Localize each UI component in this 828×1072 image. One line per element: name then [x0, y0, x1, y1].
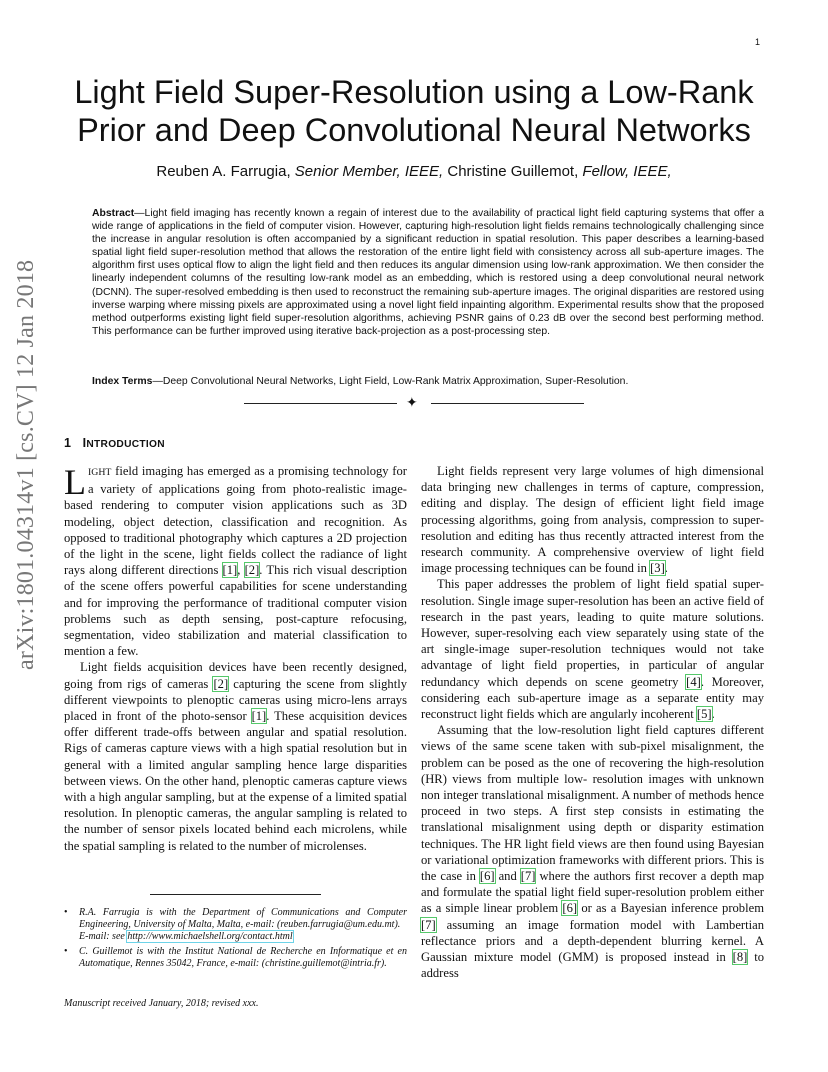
text-run: Light fields represent very large volumes of high dimensional data bringing new challenges in terms of capture, compression, editing and display. The design of efficient light field image processing algorithms, going from analysis, compression to super-resolution and editing has thus recently attracted interest from the research community. A comprehensive overview of light field image processing techniques can be found in [421, 464, 764, 576]
footnotes [64, 907, 407, 972]
footnote-item [64, 907, 407, 944]
citation-link[interactable]: [6] [479, 869, 495, 884]
citation-link[interactable]: [8] [732, 950, 748, 965]
text-run: Assuming that the low-resolution light field captures different views of the same scene taken with sub-pixel misalignment, the problem can be posed as the one of recovering the high-resolution (HR) views from multiple low- resolution images with unknown non integer translational misalignment. A number of methods hence proceed in two steps. A first step consists in estimating the translational misalignment using depth or disparity estimation techniques. The HR light field views are then found using Bayesian or variational optimization frameworks with different priors. This is the case in [421, 723, 764, 884]
footnote-text: R.A. Farrugia is with the Department of Communications and Computer Engineering, University of Malta, Malta, e-mail: (reuben.farrugia@um.edu.mt). [79, 907, 407, 931]
right-column [421, 463, 764, 982]
paragraph [64, 659, 407, 853]
title-line-2: Prior and Deep Convolutional Neural Networks [77, 112, 751, 148]
paragraph [64, 463, 407, 659]
text-run: or as a Bayesian inference problem [577, 901, 764, 916]
citation-link[interactable]: [7] [520, 869, 536, 884]
drop-cap: L [64, 462, 86, 502]
section-title-rest: NTRODUCTION [86, 439, 165, 450]
separator-line-right [431, 403, 584, 404]
paragraph [421, 576, 764, 722]
index-terms-text: —Deep Convolutional Neural Networks, Light Field, Low-Rank Matrix Approximation, Super-Resolution. [152, 376, 629, 387]
citation-link[interactable]: [6] [562, 901, 578, 916]
footnote-text: E-mail: see [79, 931, 128, 943]
text-run: . These acquisition devices offer different trade-offs between angular and spatial resolution. Rigs of cameras capture views with a high spatial resolution but in general with a limited angular sampling hence large disparities between views. On the other hand, plenoptic cameras capture views with a high angular sampling, but at the expense of a limited spatial resolution. In plenoptic cameras, the angular sampling is related to the number of sensor pixels located behind each microlens, while the spatial sampling is related to the number of microlenses. [64, 709, 408, 853]
section-number: 1 [64, 436, 72, 450]
section-title-first: I [82, 436, 87, 450]
citation-link[interactable]: [7] [421, 917, 436, 932]
text-run: , [237, 563, 245, 578]
title-line-1: Light Field Super-Resolution using a Low-Rank [74, 74, 754, 110]
citation-link[interactable]: [2] [213, 676, 229, 691]
section-separator [244, 398, 584, 410]
text-run: . [664, 561, 668, 576]
left-column [64, 463, 407, 854]
author-1: Reuben A. Farrugia, [156, 163, 295, 180]
text-run: Light fields acquisition devices have been recently designed, going from rigs of cameras [64, 660, 407, 691]
text-run: . This rich visual description of the scene offers powerful capabilities for scene understanding and for improving the performance of traditional computer vision problems such as depth sensing, post-capture refocusing, segmentation, video stabilization and material classification to mention a few. [64, 563, 408, 659]
author-2-role: Fellow, IEEE, [582, 163, 672, 180]
text-run: capturing the scene from slightly different viewpoints to plenoptic cameras using micro-lens arrays placed in front of the photo-sensor [64, 676, 407, 724]
author-1-role: Senior Member, IEEE, [294, 163, 444, 180]
text-run: This paper addresses the problem of light field spatial super-resolution. Single image super-resolution has been an active field of research in the past years, leading to quite mature solutions. However, super-resolving each view separately using state of the art single-image super-resolution techniques would not take advantage of light field properties, in particular of angular redundancy which depends on scene geometry [421, 577, 764, 689]
text-run: . [711, 707, 715, 722]
citation-link[interactable]: [2] [244, 563, 260, 578]
small-caps-word: IGHT [88, 467, 112, 478]
citation-link[interactable]: [5] [696, 707, 712, 722]
text-run: field imaging has emerged as a promising technology for a variety of applications going from photo-realistic image-based rendering to computer vision applications such as 3D modeling, object detection, classification and recognition. As opposed to traditional photography which captures a 2D projection of the light in the scene, light fields collect the radiance of light rays along different directions [64, 464, 407, 578]
page-number: 1 [755, 37, 761, 47]
paragraph [421, 463, 764, 576]
footnote-item [64, 946, 407, 970]
separator-star-icon: ✦ [406, 396, 418, 411]
manuscript-note: Manuscript received January, 2018; revised xxx. [64, 998, 259, 1009]
citation-link[interactable]: [4] [686, 674, 701, 689]
citation-link[interactable]: [1] [251, 709, 267, 724]
text-run: and [494, 869, 521, 884]
footnote-text: C. Guillemot is with the Institut National de Recherche en Informatique et en Automatique, Rennes 35042, France, e-mail: (christine.guillemot@intria.fr). [79, 945, 407, 969]
paragraph [421, 722, 764, 981]
contact-link[interactable]: http://www.michaelshell.org/contact.html [127, 931, 293, 943]
author-2: Christine Guillemot, [443, 163, 583, 180]
abstract [92, 207, 764, 338]
text-run: . Moreover, considering each sub-aperture image as a separate entity may reconstruct light fields which are angularly incoherent [421, 674, 764, 722]
citation-link[interactable]: [1] [222, 563, 238, 578]
text-run: to address [421, 950, 765, 981]
paper-title [40, 73, 788, 149]
abstract-label: Abstract [92, 208, 135, 219]
index-terms [92, 376, 764, 387]
author-line [40, 163, 788, 180]
arxiv-stamp: arXiv:1801.04314v1 [cs.CV] 12 Jan 2018 [13, 259, 39, 670]
section-heading [64, 436, 165, 450]
text-run: assuming an image formation model with Lambertian reflectance priors and a depth-dependent blurring kernel. A Gaussian mixture model (GMM) is proposed instead in [421, 917, 764, 965]
separator-line-left [244, 403, 397, 404]
citation-link[interactable]: [3] [650, 561, 665, 576]
abstract-text: —Light field imaging has recently known a regain of interest due to the availability of practical light field capturing systems that offer a wide range of applications in the field of computer vision. However, capturing high-resolution light fields remains technologically challenging since the increase in angular resolution is often accompanied by a significant reduction in spatial resolution. This paper describes a learning-based spatial light field super-resolution method that allows the restoration of the entire light field with consistency across all sub-aperture images. The algorithm first uses optical flow to align the light field and then reduces its angular dimension using low-rank approximation. We then consider the linearly independent columns of the resulting low-rank model as an embedding, which is restored using a deep convolutional neural network (DCNN). The super-resolved embedding is then used to reconstruct the remaining sub-aperture images. The original disparities are restored using inverse warping where missing pixels are approximated using a novel light field inpainting algorithm. Experimental results show that the proposed method outperforms existing light field super-resolution algorithms, achieving PSNR gains of 0.23 dB over the second best performing method. This performance can be further improved using iterative back-projection as a post-processing step. [92, 208, 764, 337]
footnote-rule [150, 894, 321, 895]
index-terms-label: Index Terms [92, 376, 153, 387]
text-run: where the authors first recover a depth map and formulate the spatial light field super-resolution problem either as a simple linear problem [421, 869, 765, 916]
